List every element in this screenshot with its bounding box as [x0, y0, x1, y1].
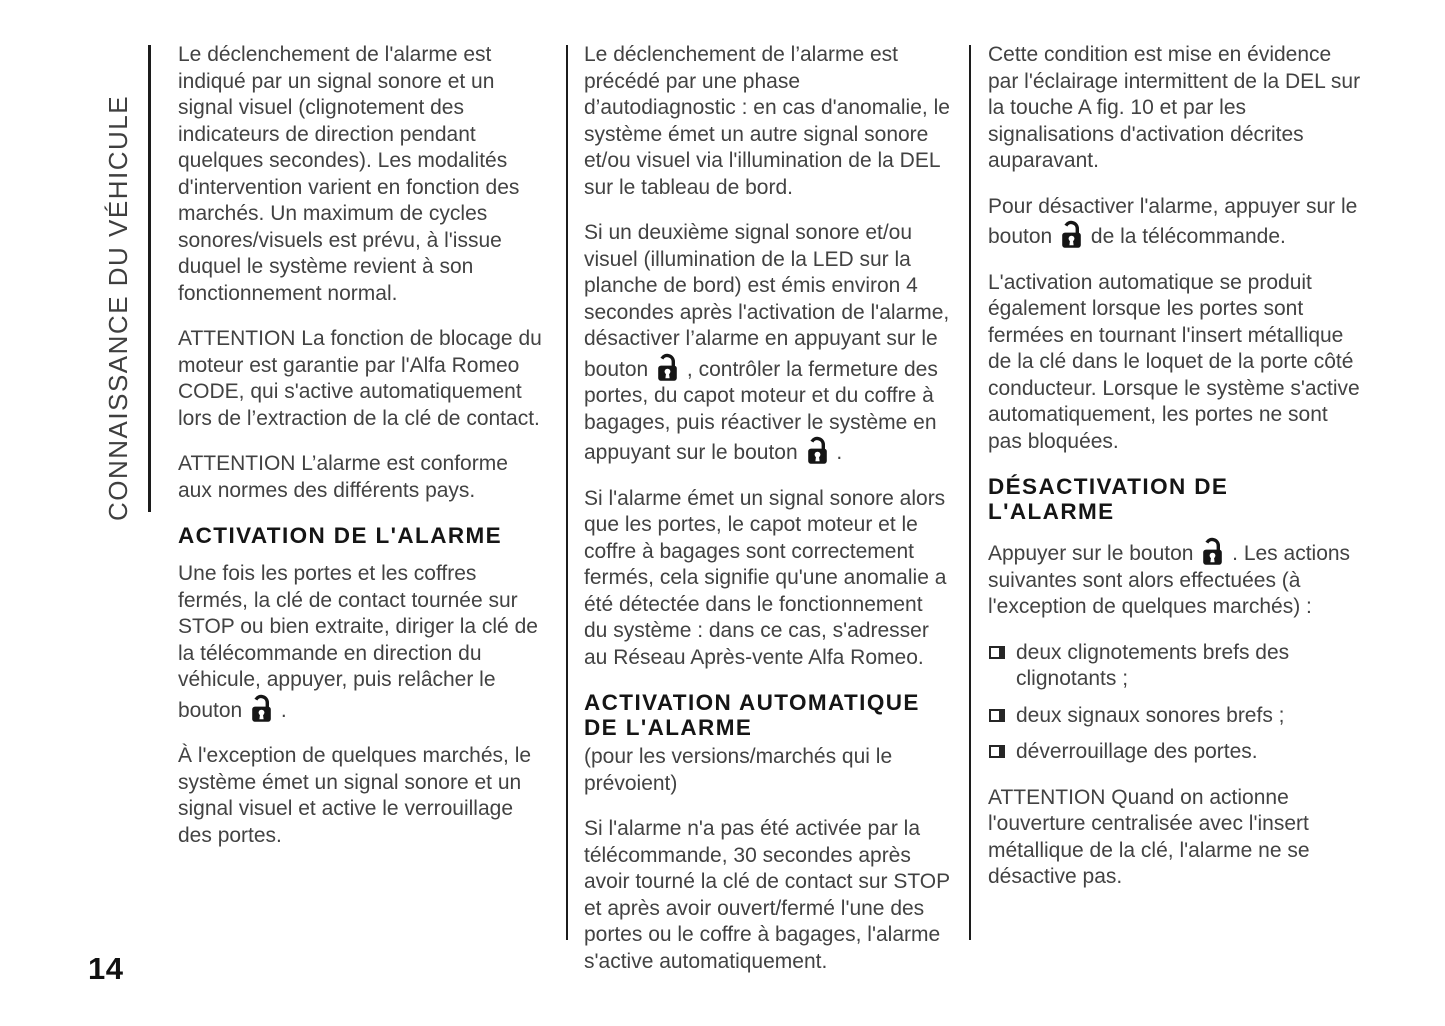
text-column-3 — [988, 42, 1362, 910]
open-padlock-icon — [805, 436, 830, 465]
paragraph: Appuyer sur le bouton . Les actions suivantes sont alors effectuées (à l'exception de quelques marchés) : — [988, 537, 1362, 621]
paragraph: Si l'alarme émet un signal sonore alors que les portes, le capot moteur et le coffre à bagages sont correctement fermés, cela signifie qu'une anomalie a été détectée dans le fonctionnement du système : dans ce cas, s'adresser au Réseau Après-vente Alfa Romeo. — [584, 486, 947, 669]
paragraph: Si l'alarme n'a pas été activée par la télécommande, 30 secondes après avoir tourné la clé de contact sur STOP et après avoir ouvert/fermé l'une des portes ou le coffre à bagages, l'alarme s'active automatiquement. — [584, 817, 950, 973]
paragraph: À l'exception de quelques marchés, le système émet un signal sonore et un signal visuel et active le verrouillage des portes. — [178, 744, 532, 847]
square-bullet-icon — [989, 709, 1005, 722]
page-number: 14 — [88, 951, 124, 986]
list-item: déverrouillage des portes. — [988, 739, 1362, 766]
square-bullet-icon — [989, 745, 1005, 758]
section-heading: ACTIVATION DE L'ALARME — [178, 523, 503, 548]
sidebar-chapter-label: CONNAISSANCE DU VÉHICULE — [103, 94, 133, 521]
column-divider — [566, 45, 568, 940]
section-heading: ACTIVATION AUTOMATIQUE DE L'ALARME — [584, 690, 920, 740]
open-padlock-icon — [249, 694, 274, 723]
open-padlock-icon — [655, 353, 680, 382]
paragraph: ATTENTION La fonction de blocage du moteur est garantie par l'Alfa Romeo CODE, qui s'active automatiquement lors de l’extraction de la clé de contact. — [178, 327, 542, 430]
paragraph: ATTENTION Quand on actionne l'ouverture centralisée avec l'insert métallique de la clé, l'alarme ne se désactive pas. — [988, 785, 1310, 888]
square-bullet-icon — [989, 646, 1005, 659]
text-column-1 — [178, 42, 545, 868]
text-column-2 — [584, 42, 950, 994]
paragraph: Si un deuxième signal sonore et/ou visuel (illumination de la LED sur la planche de bord) est émis environ 4 secondes après l'activation de l'alarme, désactiver l’alarme en appuyant sur le bouton , contrôler la fermeture des portes, du capot moteur et du coffre à bagages, puis réactiver le système en appuyant sur le bouton . — [584, 221, 950, 464]
paragraph: ATTENTION L’alarme est conforme aux normes des différents pays. — [178, 452, 508, 502]
paragraph: Cette condition est mise en évidence par l'éclairage intermittent de la DEL sur la touche A fig. 10 et par les signalisations d'activation décrites auparavant. — [988, 43, 1361, 172]
paragraph: Le déclenchement de l’alarme est précédé par une phase d’autodiagnostic : en cas d'anomalie, le système émet un autre signal sonore et/ou visuel via l'illumination de la DEL sur le tableau de bord. — [584, 43, 950, 199]
sidebar-rule — [148, 45, 151, 512]
bullet-list — [988, 640, 1362, 766]
section-subheading: (pour les versions/marchés qui le prévoient) — [584, 745, 893, 795]
list-item: deux signaux sonores brefs ; — [988, 703, 1362, 730]
open-padlock-icon — [1200, 537, 1225, 566]
paragraph: Pour désactiver l'alarme, appuyer sur le bouton de la télécommande. — [988, 194, 1358, 248]
paragraph: L'activation automatique se produit également lorsque les portes sont fermées en tournant l'insert métallique de la clé dans le loquet de la porte côté conducteur. Lorsque le système s'active automatiquement, les portes ne sont pas bloquées. — [988, 270, 1360, 453]
paragraph: Une fois les portes et les coffres fermés, la clé de contact tournée sur STOP ou bien extraite, diriger la clé de la télécommande en direction du véhicule, appuyer, puis relâcher le bouton . — [178, 562, 538, 722]
paragraph: Le déclenchement de l'alarme est indiqué par un signal sonore et un signal visuel (clignotement des indicateurs de direction pendant quelques secondes). Les modalités d'intervention varient en fonction des marchés. Un maximum de cycles sonores/visuels est prévu, à l'issue duquel le système revient à son fonctionnement normal. — [178, 43, 520, 305]
column-divider — [969, 45, 971, 940]
list-item: deux clignotements brefs des clignotants ; — [988, 640, 1362, 693]
section-heading: DÉSACTIVATION DE L'ALARME — [988, 474, 1229, 524]
open-padlock-icon — [1059, 220, 1084, 249]
